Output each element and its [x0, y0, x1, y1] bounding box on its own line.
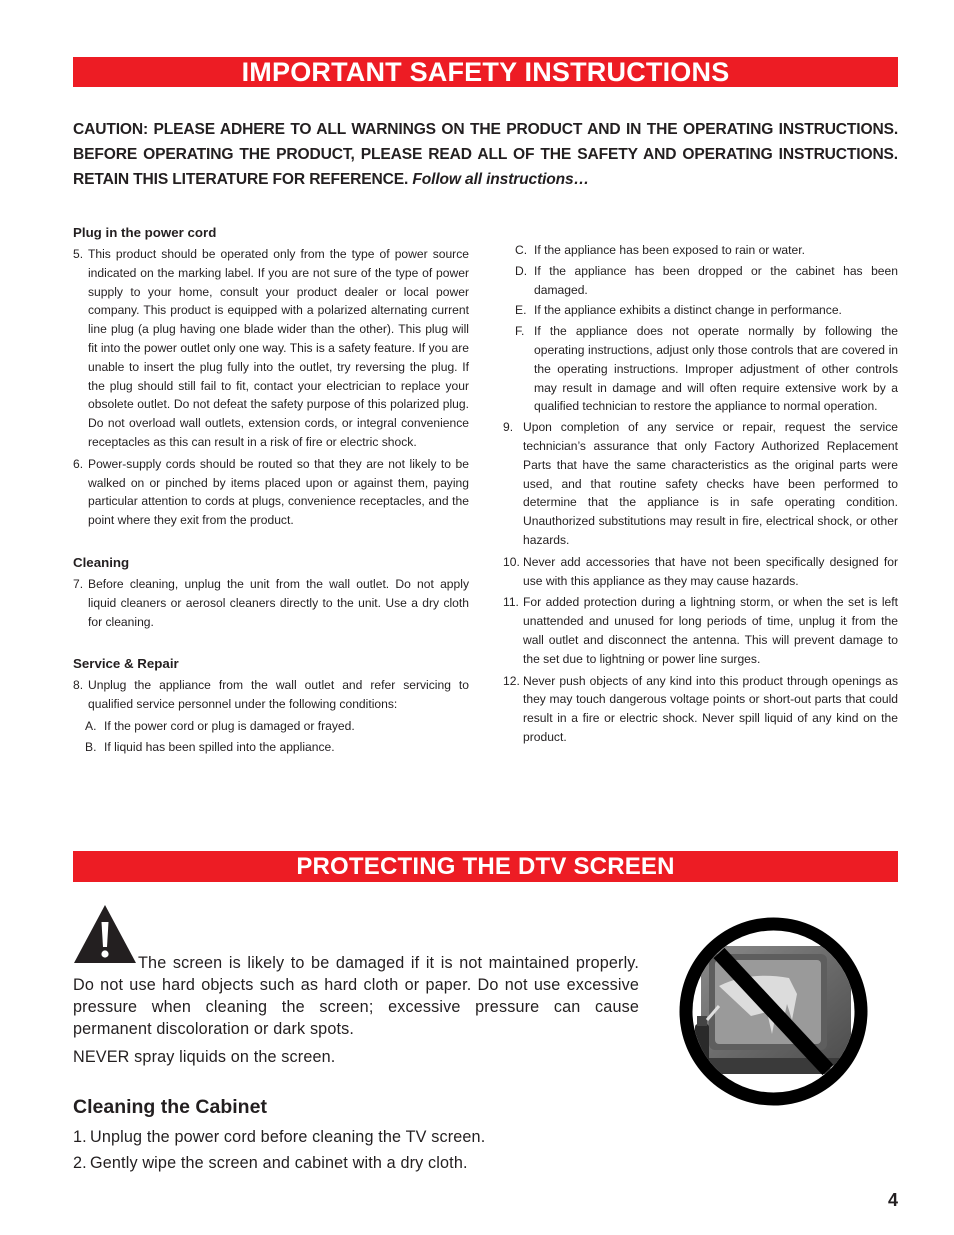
sub-item-e [503, 301, 898, 320]
list-item-11 [503, 593, 898, 668]
sub-item-letter: D. [515, 263, 528, 278]
cleaning-heading: Cleaning [73, 554, 130, 570]
step-number: 1. [73, 1128, 87, 1146]
item-number: 6. [73, 456, 84, 471]
sub-item-text: If the appliance exhibits a distinct change in performance. [534, 303, 842, 318]
list-item-9 [503, 418, 898, 550]
caution-paragraph [73, 117, 898, 192]
screen-care-paragraph: The screen is likely to be damaged if it is not maintained properly. Do not use hard objects such as hard cloth or paper. Do not use excessive pressure when cleaning the screen; excessive pressure can cause permanent discoloration or dark spots. [73, 954, 639, 1038]
sub-item-letter: A. [85, 718, 97, 733]
sub-item-b [73, 738, 469, 757]
power-cord-heading: Plug in the power cord [73, 225, 217, 240]
item-text: Never add accessories that have not been specifically designed for use with this appliance as they may cause hazards. [523, 554, 898, 588]
service-repair-heading: Service & Repair [73, 656, 179, 672]
list-item-7 [73, 575, 469, 631]
list-item-8 [73, 676, 469, 714]
list-item-6 [73, 455, 469, 530]
sub-item-text: If the power cord or plug is damaged or frayed. [104, 718, 355, 733]
sub-item-text: If liquid has been spilled into the appliance. [104, 739, 335, 754]
dtv-screen-banner: PROTECTING THE DTV SCREEN [73, 851, 898, 882]
sub-item-letter: C. [515, 243, 528, 257]
item-text: This product should be operated only from the type of power source indicated on the marking label. If you are not sure of the type of power supply to your home, consult your product dealer or local power company. This product is equipped with a polarized alternating current line plug (a plug having one blade wider than the other). This plug will fit into the power outlet only one way. This is a safety feature. If you are unable to insert the plug fully into the outlet, try reversing the plug. If the plug should still fail to fit, contact your electrician to replace your obsolete outlet. Do not defeat the safety purpose of this polarized plug. Do not overload wall outlets, extension cords, or integral convenience receptacles as this can result in a risk of fire or electric shock. [88, 247, 469, 449]
item-number: 11. [503, 595, 519, 610]
page-number: 4 [887, 1190, 898, 1210]
step-text: Gently wipe the screen and cabinet with a dry cloth. [90, 1154, 468, 1172]
item-number: 10. [503, 554, 520, 569]
sub-item-letter: E. [515, 303, 527, 318]
right-column [503, 241, 898, 750]
sub-item-text: If the appliance does not operate normally by following the operating instructions, adjust only those controls that are covered in the operating instructions. Improper adjustment of other controls may result in damage and will often require extensive work by a qualified technician to restore the appliance to normal operation. [534, 324, 898, 414]
item-text: Before cleaning, unplug the unit from the wall outlet. Do not apply liquid cleaners or aerosol cleaners directly to the unit. Use a dry cloth for cleaning. [88, 576, 469, 629]
sub-item-a [73, 717, 469, 736]
item-text: Unplug the appliance from the wall outlet and refer servicing to qualified service personnel under the following conditions: [88, 678, 469, 712]
list-item [73, 1124, 485, 1150]
sub-item-letter: F. [515, 324, 525, 339]
list-item-5 [73, 245, 469, 452]
list-item-12 [503, 672, 898, 747]
item-number: 8. [73, 678, 84, 693]
never-spray-warning: NEVER spray liquids on the screen. [73, 1048, 336, 1066]
sub-item-letter: B. [85, 739, 97, 754]
item-text: Power-supply cords should be routed so that they are not likely to be walked on or pinched by items placed upon or against them, paying particular attention to cords at plugs, convenience receptacles, and the point where they exit from the product. [88, 456, 469, 528]
cleaning-cabinet-heading: Cleaning the Cabinet [73, 1096, 267, 1118]
list-item [73, 1150, 485, 1176]
no-spray-tv-icon [679, 916, 868, 1107]
sub-item-text: If the appliance has been dropped or the cabinet has been damaged. [534, 263, 898, 297]
item-number: 7. [73, 576, 84, 591]
left-column [73, 223, 469, 759]
safety-instructions-banner: IMPORTANT SAFETY INSTRUCTIONS [73, 57, 898, 87]
item-number: 12. [503, 673, 520, 688]
item-number: 9. [503, 420, 514, 435]
item-text: Never push objects of any kind into this product through openings as they may touch dangerous voltage points or short-out parts that could result in a fire or electric shock. Never spill liquid of any kind on the product. [523, 673, 898, 744]
item-text: Upon completion of any service or repair, request the service technician’s assurance that only Factory Authorized Replacement Parts that have the same characteristics as the original parts were used, and that routine safety checks have been performed to determine that the appliance is in safe operating condition. Unauthorized substitutions may result in fire, electrical shock, or other hazards. [523, 420, 898, 547]
item-number: 5. [73, 247, 84, 261]
item-text: For added protection during a lightning storm, or when the set is left unattended and unused for long periods of time, unplug it from the wall outlet and disconnect the antenna. This will prevent damage to the set due to lightning or power line surges. [523, 595, 898, 666]
sub-item-c [503, 241, 898, 260]
step-number: 2. [73, 1154, 87, 1172]
caution-text: CAUTION: PLEASE ADHERE TO ALL WARNINGS ON THE PRODUCT AND IN THE OPERATING INSTRUCTIONS. BEFORE OPERATING THE PRODUCT, PLEASE READ ALL OF THE SAFETY AND OPERATING INSTRUCTIONS. RETAIN THIS LITERATURE FOR REFERENCE. [73, 121, 898, 188]
step-text: Unplug the power cord before cleaning the TV screen. [90, 1128, 486, 1146]
sub-item-f [503, 322, 898, 416]
cabinet-steps-list [73, 1124, 485, 1176]
list-item-10 [503, 553, 898, 591]
sub-item-d [503, 262, 898, 300]
follow-instructions-text: Follow all instructions… [412, 171, 590, 188]
sub-item-text: If the appliance has been exposed to rain or water. [534, 243, 805, 257]
